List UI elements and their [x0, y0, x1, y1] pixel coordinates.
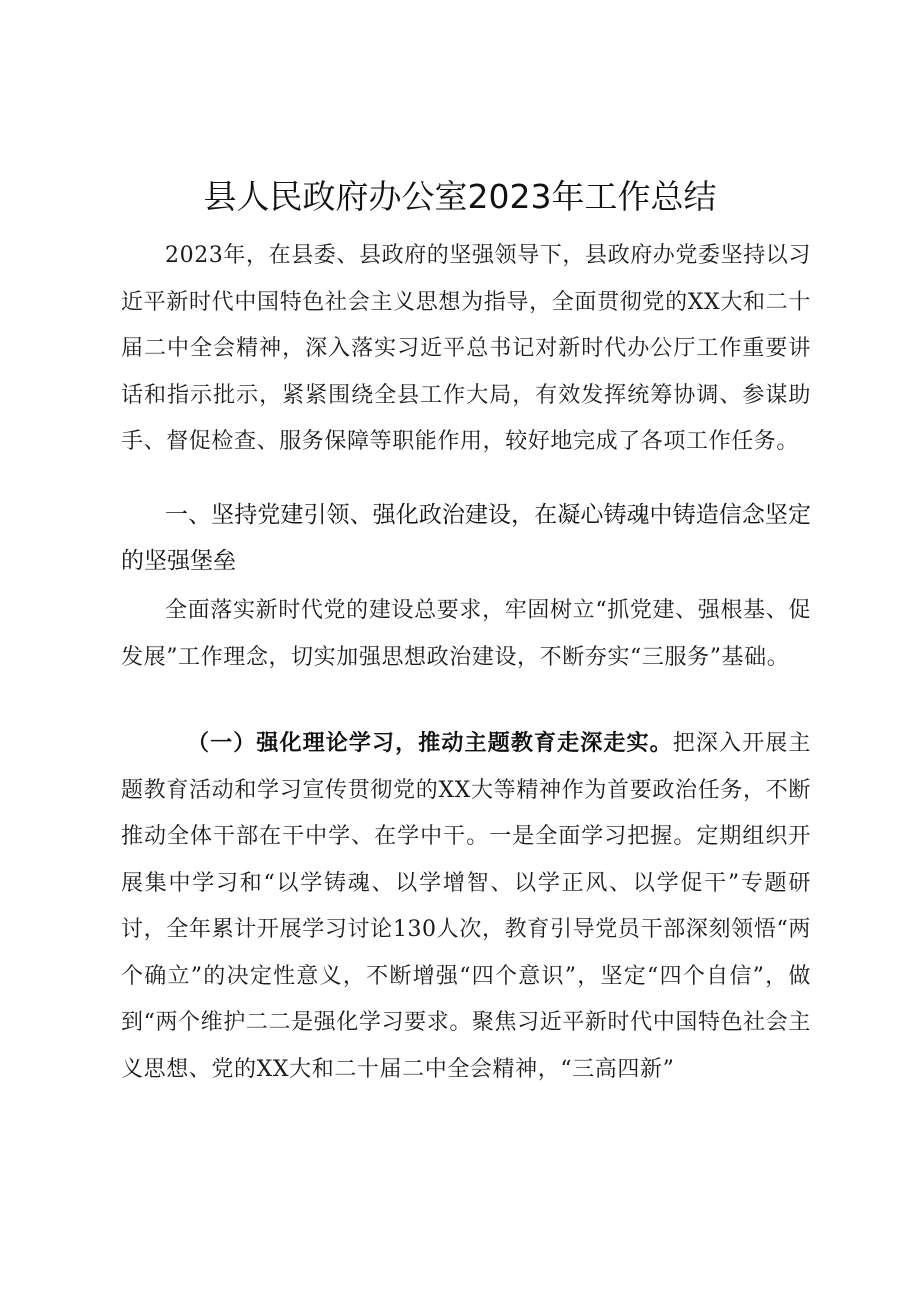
section-1-body: 全面落实新时代党的建设总要求，牢固树立“抓党建、强根基、促发展”工作理念，切实加强思想政治建设，不断夯实“三服务”基础。 [121, 598, 811, 670]
intro-paragraph: 2023年，在县委、县政府的坚强领导下，县政府办党委坚持以习近平新时代中国特色社会主义思想为指导，全面贯彻党的XX大和二十届二中全会精神，深入落实习近平总书记对新时代办公厅工作重要讲话和指示批示，紧紧围绕全县工作大局，有效发挥统筹协调、参谋助手、督促检查、服务保障等职能作用，较好地完成了各项工作任务。 [121, 243, 811, 454]
document-title: 县人民政府办公室2023年工作总结 [203, 177, 717, 216]
subsection-1-paragraph [121, 720, 811, 1093]
section-1-heading: 一、坚持党建引领、强化政治建设，在凝心铸魂中铸造信念坚定的坚强堡垒 [121, 502, 811, 574]
subsection-1-text: 把深入开展主题教育活动和学习宣传贯彻党的XX大等精神作为首要政治任务，不断推动全体干部在干中学、在学中干。一是全面学习把握。定期组织开展集中学习和“以学铸魂、以学增智、以学正风、以学促干”专题研讨，全年累计开展学习讨论130人次，教育引导党员干部深刻领悟“两个确立”的决定性意义，不断增强“四个意识”，坚定“四个自信”，做到“两个维护二二是强化学习要求。聚焦习近平新时代中国特色社会主义思想、党的XX大和二十届二中全会精神，“三高四新” [121, 731, 811, 1082]
subsection-1-heading: （一）强化理论学习，推动主题教育走深走实。 [187, 730, 673, 756]
